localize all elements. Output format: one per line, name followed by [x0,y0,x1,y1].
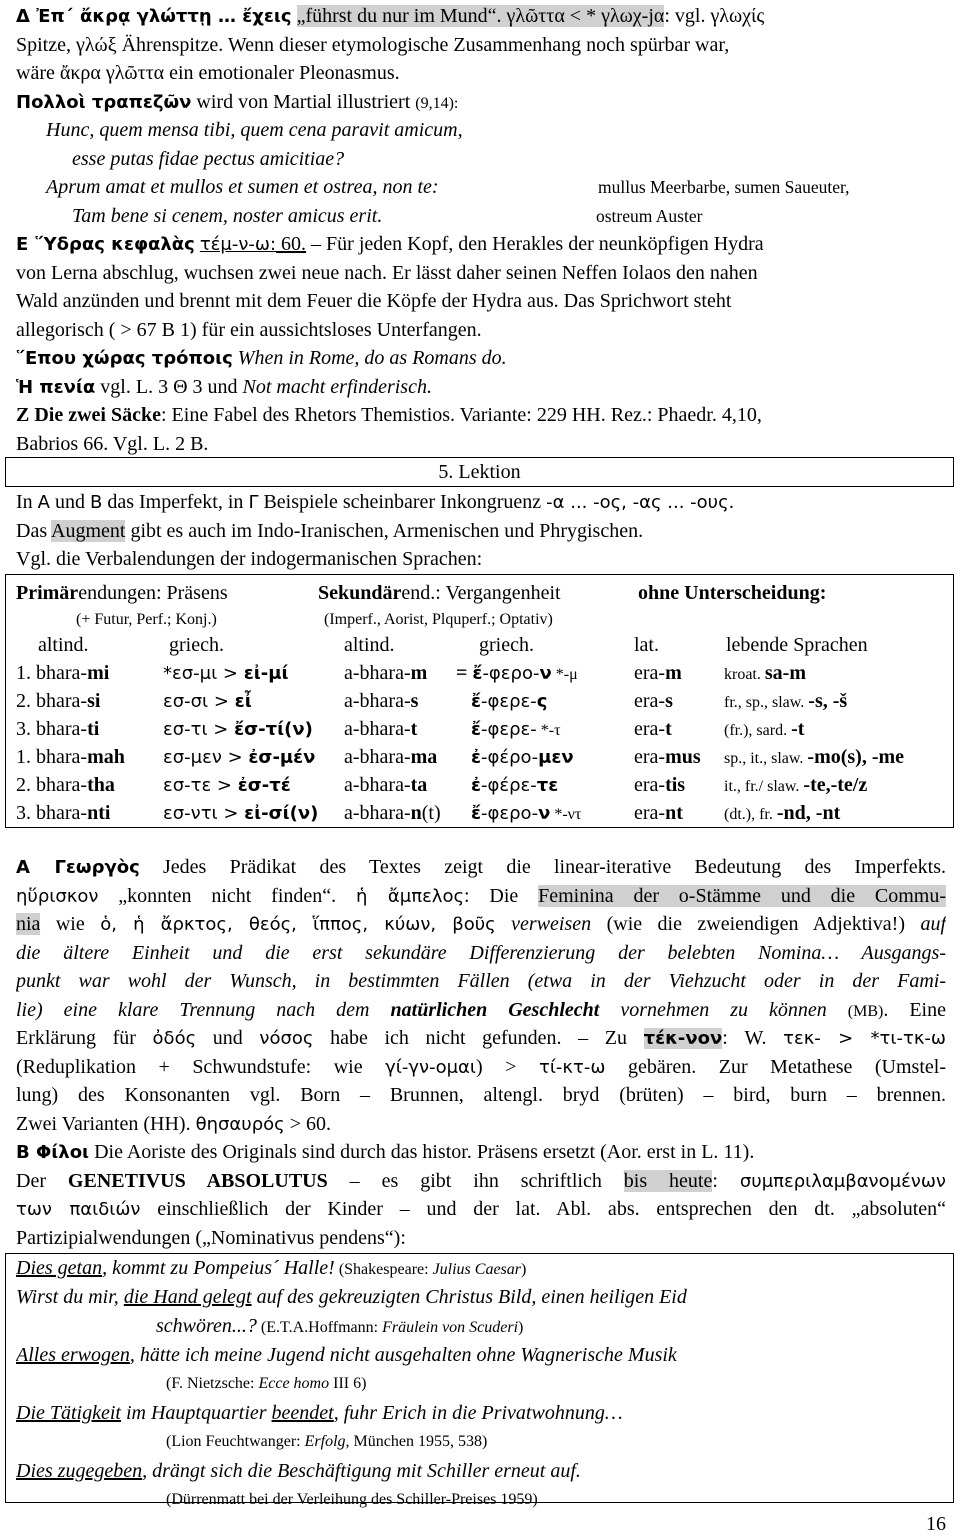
row-greek-secondary [456,743,574,774]
line: Vgl. die Verbalendungen der indogermanischen Sprachen: [16,548,483,570]
ending: m [410,662,428,684]
ending: tha [87,774,115,796]
line [16,1138,946,1167]
text: ) > [476,1055,539,1078]
greek-word: γί-γν-ομαι [385,1056,476,1078]
ending: -te,-te/z [803,774,868,796]
text: : W. [722,1027,784,1049]
greek-augment: ἐ [471,747,482,768]
greek-form: εσ-σι > [163,691,235,712]
text: : [712,1169,740,1192]
subheader-secondary: (Imperf., Aorist, Plquperf.; Optativ) [324,611,553,628]
greek-phrase: Πολλοὶ τραπεζῶν [16,91,192,113]
greek-ending: ν [538,803,551,824]
greek-stem: -φέρο- [481,747,539,768]
line: von Lerna abschlug, wuchsen zwei neue nach. Er lässt daher seinen Neffen Iolaos den nahen [16,261,758,284]
highlighted-term: Augment [51,519,126,542]
greek-augment: ἔ [471,691,482,712]
row-sanskrit-primary [16,799,110,828]
row-sanskrit-primary [16,743,125,772]
line: punkt war wohl der Wunsch, in bestimmten Fällen (etwa in der Viehzucht oder in der Fami- [16,970,946,992]
greek-form: *εσ-μι > [163,663,244,684]
greek-ending: ς [536,691,548,712]
greek-stem: -φερε- [481,719,537,740]
proto-ending: *-ντ [550,806,582,823]
line [16,173,946,202]
text: wie [40,913,101,935]
text: und [50,491,90,513]
stem: 3. bhara- [16,802,88,824]
highlighted-text: Feminina der o-Stämme und die Commu- [538,884,946,907]
stem: era- [634,690,666,712]
row-sanskrit-secondary [344,771,427,800]
col-header: griech. [169,634,224,656]
line [16,517,946,546]
text: Jedes Prädikat des Textes zeigt die linear-iterative Bedeutung des Imperfekts. [139,856,946,878]
greek-word: συμπεριλαμβανομένων [739,1170,946,1192]
row-greek-primary [163,659,288,689]
ending: s [665,690,673,712]
greek-form: εσ-τε > [163,775,238,796]
line: Babrios 66. Vgl. L. 2 B. [16,432,209,455]
spacer [456,802,471,824]
text: In [16,491,38,513]
source-title: Ecce homo [258,1375,330,1392]
ending: ta [410,774,428,796]
row-greek-secondary [456,799,581,830]
quote-line [16,1312,953,1341]
quotes-box [5,1253,954,1508]
row-sanskrit-secondary [344,799,441,828]
ending: nt [665,802,683,824]
quote-line: Aprum amat et mullos et sumen et ostrea, non te: [46,176,439,198]
section-delta [16,2,946,458]
section-letter: Γ [248,492,259,513]
greek-word: θησαυρός [195,1113,285,1135]
text: : Die [464,884,539,907]
heading-phrase: Ζ Die zwei Säcke [16,404,161,426]
header-primary [16,579,228,608]
row-greek-secondary [456,659,578,690]
line [16,853,946,882]
text-bold-italic: natürlichen Geschlecht [390,998,600,1021]
text: wird von Martial illustriert [191,90,416,113]
proto-ending: *-τ [536,722,561,739]
stem: a-bhara- [344,718,411,740]
row-latin [634,771,685,800]
row-sanskrit-primary [16,659,109,688]
line [16,1110,946,1139]
stem: 2. bhara- [16,690,88,712]
ending: -s, -š [808,690,848,712]
quote-line [16,1283,953,1312]
languages: kroat. [724,666,765,683]
row-greek-primary [163,687,252,717]
quote-line [16,1399,953,1428]
translation: Not macht erfinderisch. [242,375,432,398]
greek-augment: ἔ [471,719,482,740]
text-italic: Wirst du mir, [16,1286,124,1308]
line: Wald anzünden und brennt mit dem Feuer die Köpfe der Hydra aus. Das Sprichwort steht [16,290,732,312]
row-living-languages [724,715,804,746]
text: Der [16,1169,68,1192]
greek-endings: -α ... -ος, -ας ... -ους. [546,492,735,513]
row-latin [634,659,682,688]
text: „konnten nicht finden“. [98,884,356,907]
row-living-languages [724,659,806,690]
text: : Eine Fabel des Rhetors Themistios. Variante: 229 HH. Rez.: Phaedr. 4,10, [160,404,762,426]
ending: sa-m [764,662,806,684]
greek-word-highlight: τέκ-νον [643,1028,723,1049]
greek-word: ὀδός [152,1028,197,1049]
quote-line [16,1341,953,1370]
greek-word: τί-κτ-ω [539,1056,606,1078]
greek-phrase: Δ Ἐπ´ ἄκρᾳ γλώττῃ … ἔχεις [16,6,292,27]
stem: a-bhara- [344,690,411,712]
greek-augment: ἔ [472,663,483,684]
greek-result: ἐσ-μέν [248,747,316,768]
languages: (fr.), sard. [724,722,792,739]
row-living-languages [724,687,847,718]
col-header: altind. [344,634,395,656]
stem: era- [634,774,666,796]
text-italic: auf des gekreuzigten Christus Bild, einen heiligen Eid [251,1286,687,1308]
stem: a-bhara- [344,746,411,768]
gloss: ostreum Auster [596,205,703,226]
text-italic: , fuhr Erich in die Privatwohnung… [333,1402,623,1424]
source-line: (Dürrenmatt bei der Verleihung des Schiller-Preises 1959) [166,1491,538,1508]
stem: 1. bhara- [16,662,88,684]
reference: 60. [276,233,307,255]
row-greek-secondary [456,687,547,718]
line [16,88,946,117]
greek-form: εσ-ντι > [163,803,245,824]
ending: -t [791,718,805,740]
line [16,996,946,1025]
greek-result: εἶ [234,691,252,712]
lektion-box [5,457,954,487]
text-italic: auf [920,913,946,935]
text: – es gibt ihn schriftlich [327,1169,624,1192]
stem: era- [634,662,666,684]
spacer [456,690,471,712]
reference: (MB) [847,1002,884,1020]
greek-phrase: Ε ῞Υδρας κεφαλὰς [16,234,195,255]
source: (Lion Feuchtwanger: [166,1433,305,1450]
underlined-text: Die Tätigkeit [16,1402,121,1424]
text: habe ich nicht gefunden. – Zu [313,1027,644,1049]
text: Die Aoriste des Originals sind durch das histor. Präsens ersetzt (Aor. erst in L. 11). [89,1141,755,1163]
ending: n [410,802,422,824]
ending: -nd, -nt [776,802,841,824]
line [16,344,946,373]
term-bold: GENETIVUS ABSOLUTUS [67,1169,328,1192]
line [16,1167,946,1196]
ending: ma [410,746,438,768]
equals-sign: = [456,662,473,684]
row-sanskrit-primary [16,771,115,800]
row-living-languages [724,771,867,802]
greek-ending: τε [536,775,559,796]
greek-phrase: τεκ- > *τι-τκ-ω [783,1028,946,1049]
ending: ti [87,718,100,740]
stem: a-bhara- [344,802,411,824]
row-greek-primary [163,771,291,801]
text-italic: vornehmen zu können [599,998,848,1021]
col-header: altind. [38,634,89,656]
ending: t [665,718,672,740]
underlined-text: Dies getan [16,1257,103,1279]
line [16,1024,946,1053]
row-sanskrit-secondary [344,659,427,688]
stem: a-bhara- [344,774,411,796]
stem: era- [634,802,666,824]
text-italic: lie) eine klare Trennung nach dem [16,998,391,1021]
ending: si [87,690,101,712]
lektion-title: 5. Lektion [438,461,521,483]
translation: When in Rome, do as Romans do. [237,347,507,369]
row-sanskrit-primary [16,687,100,716]
text: gibt es auch im Indo-Iranischen, Armenischen und Phrygischen. [125,519,644,542]
row-greek-secondary [456,715,561,746]
ending-extra: (t) [421,802,441,824]
stem: a-bhara- [344,662,411,684]
reference: (9,14): [415,94,459,112]
ending: nti [87,802,111,824]
row-greek-secondary [456,771,558,802]
greek-result: ἔσ-τί(ν) [234,719,313,740]
translation: „führst du nur im Mund“. γλῶττα < * γλωχ-jα [296,5,665,27]
text: einschließlich der Kinder – und der lat. Abl. abs. entsprechen den dt. „absoluten“ [140,1198,946,1220]
row-sanskrit-secondary [344,715,417,744]
line: wäre ἄκρα γλῶττα ein emotionaler Pleonasmus. [16,62,400,84]
ending: -mo(s), -me [807,746,905,768]
header-text: end.: Vergangenheit [401,582,561,604]
text-italic: , hätte ich meine Jugend nicht ausgehalten ohne Wagnerische Musik [129,1344,677,1366]
row-greek-primary [163,743,315,773]
source: (F. Nietzsche: [166,1375,259,1392]
ending: mi [87,662,110,684]
row-sanskrit-secondary [344,687,418,716]
highlighted-text: bis heute [623,1169,713,1192]
row-living-languages [724,799,840,830]
greek-phrase: Ἡ πενία [16,376,96,398]
spacer [456,774,471,796]
text: (Reduplikation + Schwundstufe: wie [16,1055,386,1078]
line [16,910,946,939]
col-header: lebende Sprachen [726,634,868,656]
section-heading: Α Γεωργὸς [16,857,140,878]
underlined-text: beendet [271,1402,334,1424]
greek-stem: -φερε- [481,691,537,712]
col-header: lat. [634,634,659,656]
line [16,230,946,259]
text-italic: im Hauptquartier [120,1402,272,1424]
text: . Eine [883,998,946,1021]
section-letter: Α [37,492,50,513]
page-number: 16 [926,1513,946,1535]
header-no-distinction: ohne Unterscheidung: [638,582,827,604]
greek-result: ἐσ-τέ [237,775,291,796]
greek-ending: μεν [538,747,574,768]
quote-line: esse putas fidae pectus amicitiae? [72,147,345,170]
header-bold: Sekundär [318,582,402,604]
text-italic: schwören...? [156,1315,257,1337]
row-sanskrit-primary [16,715,99,744]
line [16,1053,946,1082]
subheader-primary: (+ Futur, Perf.; Konj.) [76,611,217,628]
greek-result: εἰ-σί(ν) [244,803,319,824]
stem: era- [634,746,666,768]
row-greek-primary [163,715,313,745]
line [16,1195,946,1224]
languages: fr., sp., slaw. [724,694,809,711]
quote-line [16,1254,953,1283]
greek-phrase: ῞Επου χώρας τρόποις [16,348,233,369]
greek-stem: -φερο- [482,663,540,684]
text-italic: verweisen [495,913,592,935]
text: gebären. Zur Metathese (Umstel- [605,1055,946,1078]
gloss: mullus Meerbarbe, sumen Saueuter, [598,177,850,197]
text: das Imperfekt, in [102,491,249,513]
greek-stem: -φέρε- [481,775,537,796]
source-title: Erfolg [304,1433,346,1450]
text: (wie die zweiendigen Adjektiva!) [591,913,921,935]
greek-augment: ἐ [471,775,482,796]
languages: it., fr./ slaw. [724,778,804,795]
row-sanskrit-secondary [344,743,437,772]
header-bold: Primär [16,582,79,604]
line: die ältere Einheit und die erst sekundäre Differenzierung der belebten Nomina… Ausgangs- [16,941,946,964]
source-line [16,1428,953,1457]
languages: (dt.), fr. [724,806,777,823]
source: ) [518,1319,524,1336]
section-letter: Β [90,492,103,513]
languages: sp., it., slaw. [724,750,808,767]
ending: mah [87,746,125,768]
source: (Shakespeare: [334,1261,433,1278]
line [16,488,946,517]
greek-word: νόσος [259,1028,314,1049]
row-latin [634,715,672,744]
text-italic: , kommt zu Pompeius´ Halle! [102,1257,335,1279]
source-title: Fräulein von Scuderi [382,1319,519,1336]
line [16,202,946,231]
row-living-languages [724,743,904,774]
greek-phrase: ἡ ἄμπελος [355,885,465,907]
highlighted-text [297,5,665,27]
header-secondary [318,579,561,608]
stem: 2. bhara- [16,774,88,796]
source: (E.T.A.Hoffmann: [256,1319,383,1336]
highlighted-text: nia [16,913,41,935]
section-heading: Β Φίλοι [16,1142,90,1163]
line: Partizipialwendungen („Nominativus pendens“): [16,1226,406,1249]
line [16,401,946,430]
source: , München 1955, 538) [345,1433,488,1450]
text: : vgl. γλωχίς [664,5,765,27]
quote-line: Hunc, quem mensa tibi, quem cena paravit amicum, [46,119,463,141]
text: Beispiele scheinbarer Inkongruenz [258,491,547,513]
stem: era- [634,718,666,740]
row-latin [634,799,683,828]
proto-ending: *-μ [551,666,578,683]
ending: tis [665,774,686,796]
underlined-text: Dies zugegeben [16,1460,143,1482]
text-italic: , drängt sich die Beschäftigung mit Schiller erneut auf. [142,1460,581,1482]
underlined-text: die Hand gelegt [123,1286,252,1308]
row-greek-primary [163,799,318,829]
quote-line: Tam bene si cenem, noster amicus erit. [72,204,383,227]
text: Zwei Varianten (HH). [16,1112,196,1135]
text: Das [16,519,51,542]
greek-result: εἰ-μί [243,663,289,684]
row-latin [634,687,673,716]
greek-phrase: ὁ, ἡ ἄρκτος, θεός, ἵππος, κύων, βοῦς [100,914,496,935]
greek-phrase: των παιδιών [16,1199,141,1220]
line [16,373,946,402]
section-a-b [16,853,946,1252]
greek-stem: -φερο- [481,803,539,824]
source-title: Julius Caesar [432,1261,522,1278]
stem: 3. bhara- [16,718,88,740]
greek-word: ηὕρισκον [16,885,99,907]
spacer [456,746,471,768]
ending: m [665,662,682,684]
ending: t [410,718,418,740]
greek-augment: ἔ [471,803,482,824]
section-lektion-intro [16,488,946,574]
underlined-text: Alles erwogen [16,1344,130,1366]
endings-table [5,574,954,828]
col-header: griech. [479,634,534,656]
line: lung) des Konsonanten vgl. Born – Brunnen, altengl. bryd (brüten) – bird, burn – brennen. [16,1084,946,1106]
source: ) [521,1261,527,1278]
ending: mus [665,746,701,768]
line: allegorisch ( > 67 B 1) für ein aussichtsloses Unterfangen. [16,318,482,341]
greek-word: τέμ-ν-ω: [199,234,277,255]
text: > 60. [284,1112,331,1135]
greek-ending: ν [539,663,552,684]
text: vgl. L. 3 Θ 3 und [95,375,243,398]
greek-form: εσ-μεν > [163,747,249,768]
source-line [16,1370,953,1399]
header-text: endungen: Präsens [78,582,228,604]
ending: s [410,690,419,712]
row-latin [634,743,701,772]
quote-line [16,1457,953,1486]
text: Erklärung für [16,1027,153,1049]
line [16,2,946,31]
text: und [196,1027,260,1049]
stem: 1. bhara- [16,746,88,768]
line [16,882,946,911]
greek-form: εσ-τι > [163,719,235,740]
spacer [456,718,471,740]
line: Spitze, γλώξ Ährenspitze. Wenn dieser etymologische Zusammenhang noch spürbar war, [16,33,730,56]
text: – Für jeden Kopf, den Herakles der neunköpfigen Hydra [306,233,764,255]
source: III 6) [329,1375,367,1392]
